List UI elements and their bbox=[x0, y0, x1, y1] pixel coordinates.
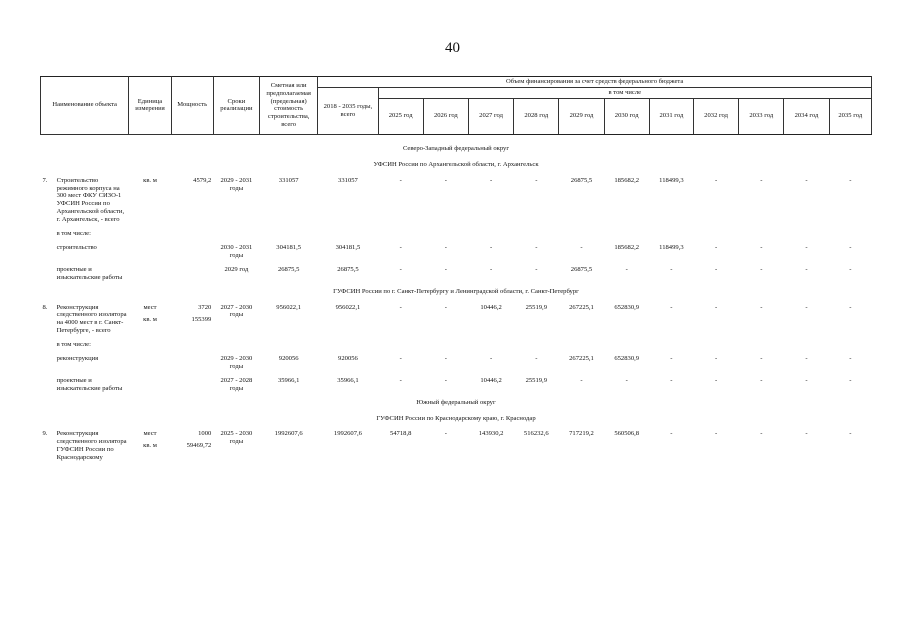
estimate-cell: 1992607,6 bbox=[274, 430, 303, 438]
year-value: - bbox=[489, 243, 493, 251]
capacity-places: 1000 bbox=[198, 430, 212, 438]
section-heading: Северо-Западный федеральный округ bbox=[402, 144, 510, 152]
year-value: - bbox=[715, 243, 718, 251]
year-value: - bbox=[849, 303, 852, 311]
including-label: в том числе: bbox=[56, 341, 91, 349]
object-name: проектные и изыскательские работы bbox=[56, 376, 123, 392]
year-value: - bbox=[715, 265, 718, 273]
unit-area: кв. м bbox=[143, 442, 157, 450]
year-value: - bbox=[760, 243, 763, 251]
year-value: 25519,9 bbox=[525, 376, 547, 384]
budget-table bbox=[40, 76, 872, 462]
year-value: - bbox=[670, 303, 673, 311]
capacity-cell bbox=[171, 304, 213, 336]
year-value: - bbox=[625, 265, 628, 273]
row-number: 9. bbox=[42, 430, 48, 438]
year-value: 26875,5 bbox=[570, 176, 593, 184]
estimate-cell: 35966,1 bbox=[277, 376, 300, 384]
year-value: 185682,2 bbox=[614, 176, 640, 184]
year-value: - bbox=[760, 430, 763, 438]
year-value: - bbox=[670, 355, 673, 363]
table-row bbox=[41, 304, 872, 336]
year-value: - bbox=[805, 376, 808, 384]
year-value: - bbox=[715, 430, 718, 438]
row-number: 8. bbox=[42, 303, 48, 311]
year-value: - bbox=[399, 376, 402, 384]
year-value: - bbox=[760, 265, 763, 273]
year-value: 118499,3 bbox=[659, 243, 684, 251]
header-year: 2035 год bbox=[829, 98, 871, 134]
year-value: - bbox=[849, 430, 852, 438]
year-value: - bbox=[715, 376, 718, 384]
year-value: 54718,8 bbox=[389, 430, 412, 438]
period-cell: 2027 - 2030 годы bbox=[220, 303, 253, 319]
year-value: - bbox=[849, 265, 852, 273]
table-row bbox=[41, 355, 872, 371]
period-cell: 2029 год bbox=[224, 265, 249, 273]
section-heading: УФСИН России по Архангельской области, г. Архангельск bbox=[373, 160, 539, 168]
header-funding: Объем финансирования за счет средств федерального бюджета bbox=[318, 77, 872, 88]
header-year: 2031 год bbox=[649, 98, 693, 134]
year-value: - bbox=[805, 303, 808, 311]
header-year: 2026 год bbox=[423, 98, 468, 134]
year-value: - bbox=[670, 430, 673, 438]
year-value: - bbox=[805, 355, 808, 363]
year-value: 652830,9 bbox=[614, 355, 640, 363]
year-value: - bbox=[805, 265, 808, 273]
year-value: - bbox=[760, 355, 763, 363]
header-capacity: Мощность bbox=[171, 77, 213, 135]
period-cell: 2027 - 2028 годы bbox=[220, 376, 253, 392]
year-value: - bbox=[489, 176, 493, 184]
estimate-cell: 920056 bbox=[278, 355, 299, 363]
capacity-cell bbox=[171, 430, 213, 462]
year-value: - bbox=[849, 376, 852, 384]
year-value: - bbox=[444, 243, 447, 251]
header-year: 2025 год bbox=[378, 98, 423, 134]
object-name: проектные и изыскательские работы bbox=[56, 265, 123, 281]
capacity-places: 3720 bbox=[198, 303, 212, 311]
year-value: 10446,2 bbox=[480, 303, 502, 311]
year-value: - bbox=[760, 376, 763, 384]
year-value: 10446,2 bbox=[480, 376, 502, 384]
year-value: - bbox=[535, 355, 538, 363]
header-unit: Единица измерения bbox=[129, 77, 171, 135]
header-year: 2032 год bbox=[694, 98, 739, 134]
total-cell: 920056 bbox=[338, 355, 358, 363]
year-value: - bbox=[625, 376, 628, 384]
year-value: - bbox=[760, 176, 763, 184]
year-value: - bbox=[399, 265, 402, 273]
year-value: - bbox=[444, 265, 447, 273]
header-year: 2030 год bbox=[604, 98, 649, 134]
table-row bbox=[41, 177, 872, 224]
object-name: Реконструкция следственного изолятора на 4000 мест в г. Санкт-Петербурге, - всего bbox=[56, 303, 127, 335]
year-value: - bbox=[805, 176, 808, 184]
section-heading: Южный федеральный округ bbox=[416, 398, 496, 406]
object-name: Реконструкция следственного изолятора ГУФСИН России по Краснодарскому bbox=[56, 430, 127, 462]
year-value: - bbox=[444, 176, 447, 184]
year-value: - bbox=[535, 176, 538, 184]
year-value: - bbox=[580, 243, 583, 251]
header-year: 2027 год bbox=[468, 98, 513, 134]
table-row bbox=[41, 244, 872, 260]
unit-cell bbox=[129, 430, 171, 462]
total-cell: 304181,5 bbox=[335, 243, 361, 251]
year-value: 267225,1 bbox=[569, 303, 594, 311]
year-value: - bbox=[805, 430, 808, 438]
year-value: - bbox=[535, 265, 538, 273]
year-value: 516232,6 bbox=[523, 430, 549, 438]
estimate-cell: 331057 bbox=[278, 176, 299, 184]
header-year: 2028 год bbox=[514, 98, 559, 134]
year-value: - bbox=[715, 176, 718, 184]
unit-places: мест bbox=[143, 430, 157, 438]
object-name: реконструкция bbox=[56, 355, 99, 363]
object-name: Строительство режимного корпуса на 300 мест ФКУ СИЗО-1 УФСИН России по Архангельской области, г. Архангельск, - всего bbox=[56, 176, 125, 224]
year-value: - bbox=[489, 265, 493, 273]
unit-cell: кв. м bbox=[143, 176, 157, 184]
estimate-cell: 304181,5 bbox=[276, 243, 302, 251]
period-cell: 2029 - 2031 годы bbox=[220, 176, 253, 192]
year-value: 185682,2 bbox=[614, 243, 640, 251]
total-cell: 35966,1 bbox=[337, 376, 359, 384]
capacity-area: 59469,72 bbox=[186, 442, 212, 450]
year-value: - bbox=[399, 303, 402, 311]
year-value: 560506,8 bbox=[614, 430, 640, 438]
estimate-cell: 956022,1 bbox=[276, 303, 302, 311]
year-value: - bbox=[670, 376, 673, 384]
section-heading: ГУФСИН России по г. Санкт-Петербургу и Ленинградской области, г. Санкт-Петербург bbox=[333, 287, 579, 295]
year-value: 25519,9 bbox=[525, 303, 547, 311]
capacity-cell: 4579,2 bbox=[193, 176, 212, 184]
year-value: - bbox=[535, 243, 538, 251]
year-value: - bbox=[760, 303, 763, 311]
year-value: - bbox=[444, 355, 447, 363]
table-header bbox=[41, 77, 872, 135]
year-value: - bbox=[444, 376, 447, 384]
period-cell: 2029 - 2030 годы bbox=[220, 355, 253, 370]
section-heading: ГУФСИН России по Краснодарскому краю, г. Краснодар bbox=[376, 414, 536, 422]
year-value: - bbox=[444, 430, 447, 438]
year-value: - bbox=[444, 303, 447, 311]
unit-places: мест bbox=[143, 303, 157, 311]
budget-table-sheet bbox=[40, 76, 872, 462]
total-cell: 956022,1 bbox=[335, 303, 361, 311]
year-value: - bbox=[399, 355, 402, 363]
total-cell: 331057 bbox=[338, 176, 358, 184]
estimate-cell: 26875,5 bbox=[277, 265, 300, 273]
row-number: 7. bbox=[42, 176, 48, 184]
year-value: - bbox=[849, 355, 852, 363]
period-cell: 2025 - 2030 годы bbox=[220, 430, 253, 446]
header-year: 2034 год bbox=[784, 98, 829, 134]
year-value: - bbox=[670, 265, 673, 273]
page-number: 40 bbox=[445, 40, 460, 56]
year-value: - bbox=[849, 176, 852, 184]
period-cell: 2030 - 2031 годы bbox=[220, 243, 253, 259]
year-value: - bbox=[715, 303, 718, 311]
unit-cell bbox=[129, 304, 171, 336]
year-value: 143930,2 bbox=[478, 430, 504, 438]
object-name: строительство bbox=[56, 243, 97, 251]
unit-area: кв. м bbox=[143, 315, 157, 323]
year-value: - bbox=[489, 355, 493, 363]
header-year: 2029 год bbox=[559, 98, 604, 134]
year-value: - bbox=[399, 176, 402, 184]
header-period: Сроки реализации bbox=[213, 77, 259, 135]
table-row bbox=[41, 430, 872, 462]
table-row bbox=[41, 266, 872, 282]
year-value: 717219,2 bbox=[569, 430, 594, 438]
year-value: 267225,1 bbox=[569, 355, 594, 363]
header-name: Наименование объекта bbox=[41, 77, 129, 135]
total-cell: 26875,5 bbox=[337, 265, 359, 273]
year-value: 118499,3 bbox=[659, 176, 684, 184]
year-value: - bbox=[805, 243, 808, 251]
including-label: в том числе: bbox=[56, 230, 91, 238]
total-cell: 1992607,6 bbox=[333, 430, 362, 438]
header-year: 2033 год bbox=[739, 98, 784, 134]
capacity-area: 155399 bbox=[191, 315, 212, 323]
header-total: 2018 - 2035 годы, всего bbox=[318, 87, 378, 134]
header-estimate: Сметная или предполагаемая (предельная) стоимость строительства, всего bbox=[260, 77, 318, 135]
year-value: 652830,9 bbox=[614, 303, 640, 311]
year-value: - bbox=[580, 376, 583, 384]
year-value: - bbox=[715, 355, 718, 363]
header-including: в том числе bbox=[378, 87, 871, 98]
year-value: - bbox=[849, 243, 852, 251]
year-value: 26875,5 bbox=[570, 265, 593, 273]
table-row bbox=[41, 377, 872, 393]
year-value: - bbox=[399, 243, 402, 251]
